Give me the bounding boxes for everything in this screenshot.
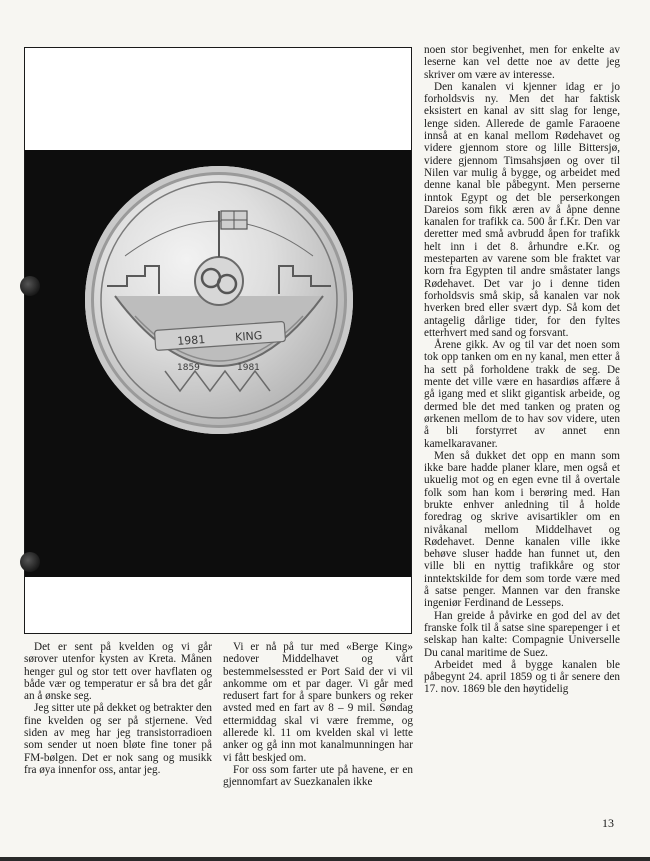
paragraph: Årene gikk. Av og til var det noen som tok opp tanken om en ny kanal, men etter å ha sett på forholdene trakk de seg. De mente det ville være en hasardiøs affære å gå igang med et slikt gigantisk arbeide, og dermed ble det med tanken og praten og ørkenen mellom de to hav sov videre, uten å bli forstyrret av annet enn kamelkaravaner. [424, 339, 620, 450]
punch-hole [20, 276, 40, 296]
paragraph: noen stor begivenhet, men for enkelte av leserne kan vel dette noe av dette jeg skriver om være av interesse. [424, 44, 620, 81]
paragraph: Arbeidet med å bygge kanalen ble påbegynt 24. april 1859 og ti år senere den 17. nov. 1869 ble den høytidelig [424, 658, 620, 696]
paragraph: For oss som farter ute på havene, er en gjennomfart av Suezkanalen ikke [223, 763, 413, 789]
paragraph: Det er sent på kvelden og vi går sørover utenfor kysten av Kreta. Månen henger gul og stor tett over havflaten og både vær og temperatur er så bra det går an å ønske seg. [24, 641, 212, 703]
paragraph: Jeg sitter ute på dekket og betrakter den fine kvelden og ser på stjernene. Ved siden av meg har jeg transistorradioen som sender ut noen bløte fine toner på FM-bølgen. Det er nok sang og musikk fra øya innenfor oss, antar jeg. [24, 702, 213, 776]
article-column-right [424, 44, 620, 696]
commemorative-medal [85, 166, 353, 434]
article-column-left [24, 641, 212, 776]
medal-bottom-left: 1859 [177, 363, 200, 373]
medal-photo [25, 150, 411, 577]
medal-bottom-right: 1981 [237, 363, 260, 373]
page-number: 13 [602, 816, 614, 830]
photo-frame [24, 47, 412, 634]
medal-band-text: KING [234, 328, 263, 344]
punch-hole [20, 552, 40, 572]
paragraph: Den kanalen vi kjenner idag er jo forholdsvis ny. Men det har faktisk eksistert en kanal av sitt slag for lenge, lenge siden. Allerede de gamle Faraoene innså at en kanal mellom Rødehavet og videre gjennom store og lille Bittersjø, videre gjennom Timsahsjøen og over til Nilen var mulig å bygge, og arbeidet med denne kanal ble påbegynt. Men perserne inntok Egypt og det ble perserkongen Dareios som fikk æren av å åpne denne kanalen for trafikk ca. 500 år f.Kr. Den var deretter med små avbrudd åpen for trafikk helt inn i det 8. århundre e.Kr. og mesteparten av varene som ble fraktet var korn fra Egypten til andre småstater langs Rødehavet. Det var jo i denne tiden forholdsvis små skip, så kanalen var nok hverken bred eller svært dyp. Så kom det antagelig dårlige tider, for den fyltes etterhvert med sand og forsvant. [424, 80, 620, 339]
paragraph: Vi er nå på tur med «Berge King» nedover Middelhavet og vårt bestemmelsessted er Port Said der vi vil ankomme om et par dager. Vi går med redusert fart for å spare bunkers og reker avsted med en fart av 8 – 9 mil. Søndag ettermiddag skal vi være fremme, og allerede kl. 11 om kvelden skal vi lette anker og gå inn mot kanalmunningen har vi fått beskjed om. [223, 641, 413, 764]
medal-relief [85, 166, 353, 434]
paragraph: Han greide å påvirke en god del av det franske folk til å satse sine sparepenger i et selskap han kalte: Compagnie Universelle Du canal maritime de Suez. [424, 609, 620, 659]
medal-year-left: 1981 [176, 332, 206, 348]
article-column-middle [223, 641, 413, 789]
paragraph: Men så dukket det opp en mann som ikke bare hadde planer klare, men også et ukuelig mot og en egen evne til å overtale folk som han kom i berøring med. Han brukte enhver anledning til å holde foredrag og skrive avisartikler om en nivåkanal mellom Middelhavet og Rødehavet. Denne kanalen ville ikke behøve sluser hadde han funnet ut, den ville bli en nyttig trafikkåre og stor inntektskilde for dem som torde være med å satse penger. Mannen var den franske ingeniør Ferdinand de Lesseps. [424, 449, 620, 610]
